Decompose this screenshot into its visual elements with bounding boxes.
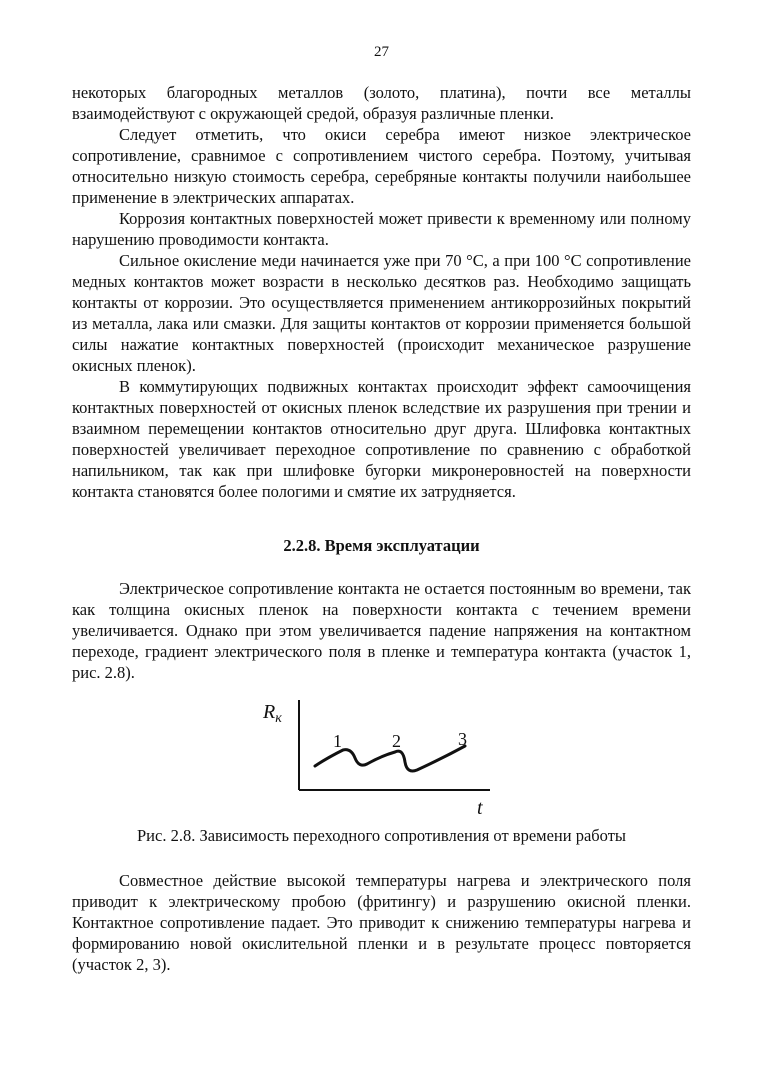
- y-axis-subscript: к: [275, 711, 282, 726]
- segment-label-1: 1: [333, 731, 342, 751]
- resistance-time-graph: [255, 690, 515, 820]
- paragraph: Электрическое сопротивление контакта не остается постоянным во времени, так как толщина окисных пленок на поверхности контакта с течением времени увеличивается. Однако при этом увеличивается падение напряжения на контактном переходе, градиент электрического поля в пленке и температура контакта (участок 1, рис. 2.8).: [72, 579, 691, 682]
- paragraph: Следует отметить, что окиси серебра имеют низкое электрическое сопротивление, сравнимое с сопротивлением чистого серебра. Поэтому, учитывая относительно низкую стоимость серебра, серебряные контакты получили наибольшее применение в электрических аппаратах.: [72, 125, 691, 207]
- x-axis-label: t: [477, 797, 483, 819]
- paragraph: Коррозия контактных поверхностей может привести к временному или полному нарушению проводимости контакта.: [72, 209, 691, 249]
- section-heading: 2.2.8. Время эксплуатации: [283, 536, 480, 555]
- text-block-top: [72, 82, 691, 502]
- paragraph: некоторых благородных металлов (золото, платина), почти все металлы взаимодействуют с окружающей средой, образуя различные пленки.: [72, 83, 691, 123]
- paragraph: Сильное окисление меди начинается уже при 70 °С, а при 100 °С сопротивление медных контактов может возрасти в несколько десятков раз. Необходимо защищать контакты от коррозии. Это осуществляется применением антикоррозийных покрытий из металла, лака или смазки. Для защиты контактов от коррозии применяется большой силы нажатие контактных поверхностей (происходит механическое разрушение окисных пленок).: [72, 251, 691, 375]
- page-number: 27: [374, 44, 389, 60]
- paragraph: В коммутирующих подвижных контактах происходит эффект самоочищения контактных поверхностей от окисных пленок вследствие их разрушения при трении и взаимном перемещении контактов относительно друг друга. Шлифовка контактных поверхностей увеличивает переходное сопротивление по сравнению с обработкой напильником, так как при шлифовке бугорки микронеровностей на поверхности контакта становятся более пологими и смятие их затрудняется.: [72, 377, 691, 501]
- paragraph: Совместное действие высокой температуры нагрева и электрического поля приводит к электрическому пробою (фритингу) и разрушению окисной пленки. Контактное сопротивление падает. Это приводит к снижению температуры нагрева и формированию новой окислительной пленки и в результате процесс повторяется (участок 2, 3).: [72, 871, 691, 974]
- figure-2-8: [255, 690, 515, 820]
- text-block-middle: [72, 578, 691, 683]
- segment-label-3: 3: [458, 729, 467, 749]
- figure-caption: Рис. 2.8. Зависимость переходного сопротивления от времени работы: [136, 826, 627, 845]
- y-axis-label: $R_к$: [263, 701, 282, 726]
- segment-label-2: 2: [392, 731, 401, 751]
- text-block-bottom: [72, 870, 691, 975]
